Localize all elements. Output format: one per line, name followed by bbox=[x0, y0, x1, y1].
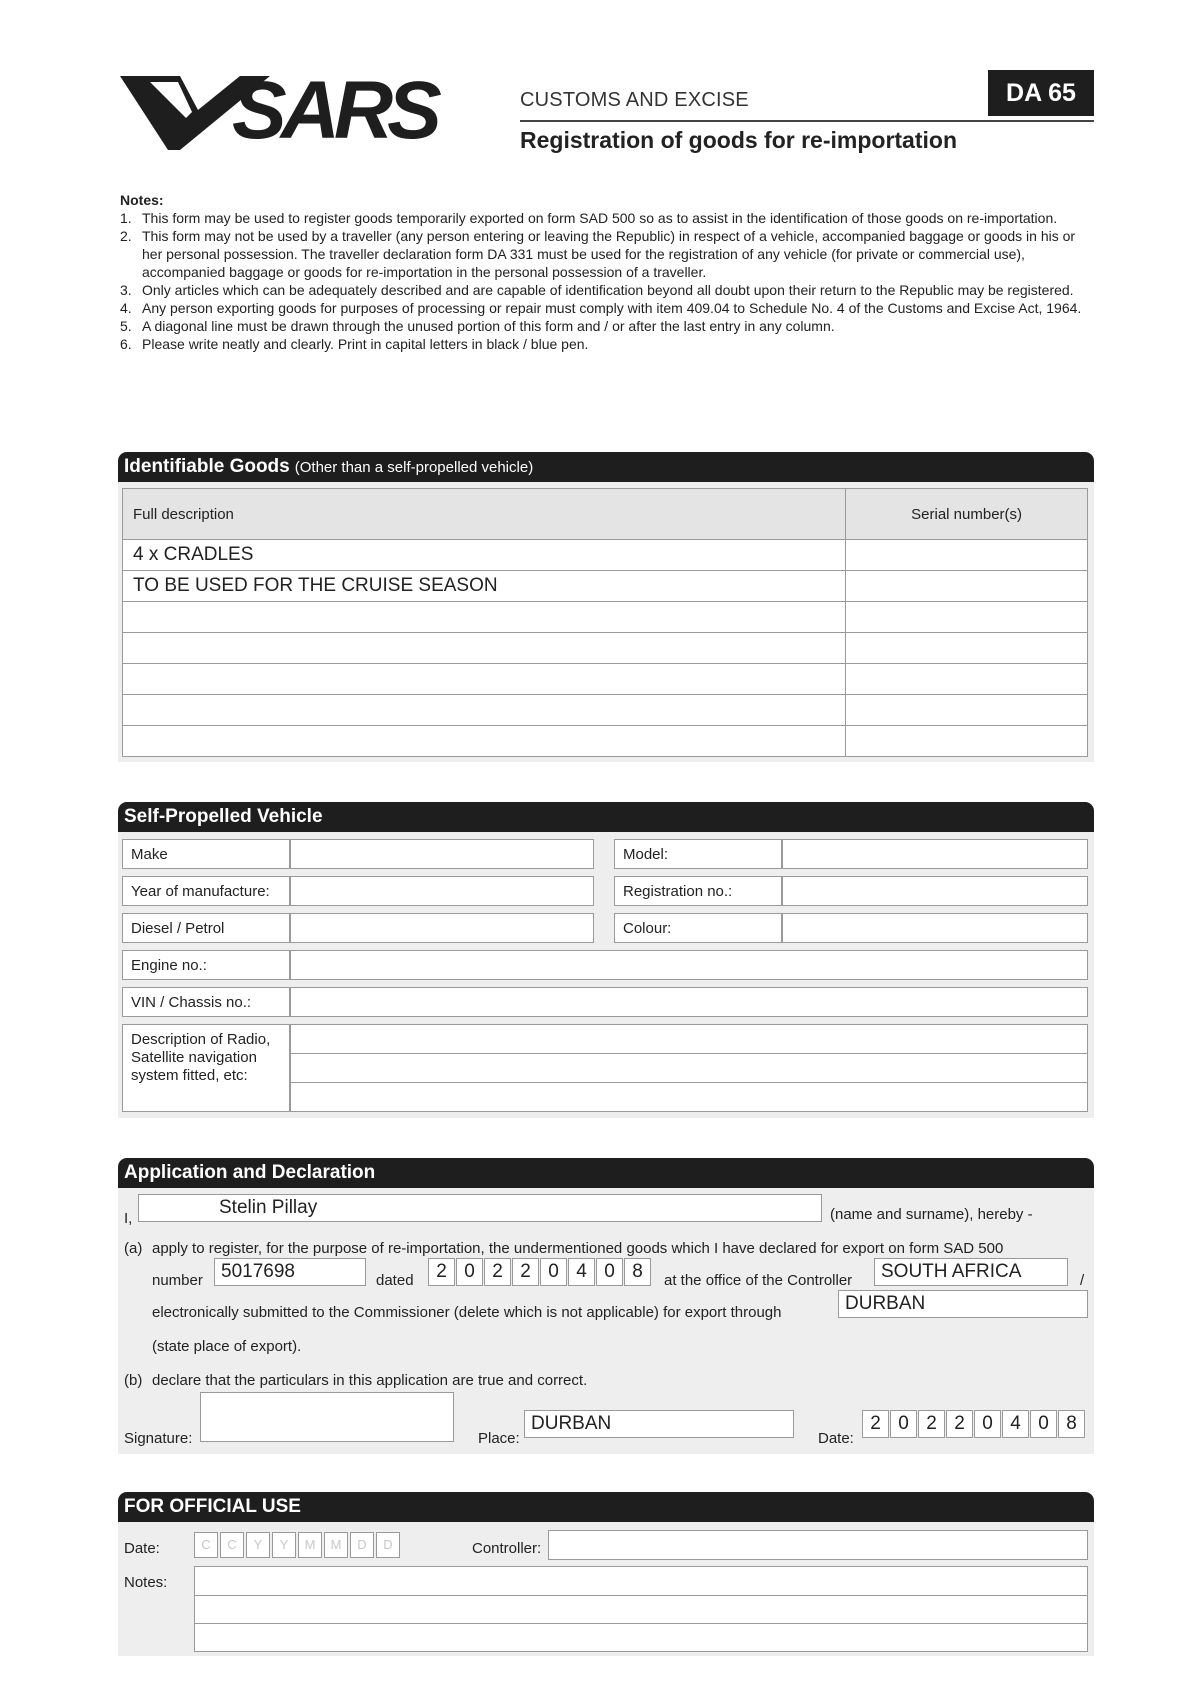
date-digit[interactable]: 2 bbox=[862, 1410, 889, 1438]
item-a-text: apply to register, for the purpose of re-importation, the undermentioned goods which I have declared for export on form SAD 500 bbox=[152, 1240, 1004, 1257]
declaration-section-title: Application and Declaration bbox=[118, 1158, 1094, 1188]
applicant-name-field[interactable] bbox=[138, 1194, 822, 1222]
radio-label-box bbox=[122, 1024, 290, 1112]
description-cell[interactable] bbox=[123, 664, 846, 695]
vin-field[interactable] bbox=[290, 987, 1088, 1017]
notes-heading: Notes: bbox=[120, 192, 164, 208]
note-item: 1. This form may be used to register goods temporarily exported on form SAD 500 so as to assist in the identification of those goods on re-importation. bbox=[120, 210, 1058, 226]
description-cell[interactable]: TO BE USED FOR THE CRUISE SEASON bbox=[123, 571, 846, 602]
date-digit[interactable]: 2 bbox=[918, 1410, 945, 1438]
col-serial: Serial number(s) bbox=[846, 489, 1088, 540]
table-row bbox=[123, 695, 1088, 726]
official-section bbox=[118, 1492, 1094, 1656]
table-row bbox=[123, 633, 1088, 664]
controller-office: SOUTH AFRICA bbox=[881, 1261, 1022, 1282]
date-label: Date: bbox=[818, 1430, 854, 1447]
field-rule bbox=[291, 1082, 1087, 1083]
sars-logo bbox=[120, 66, 476, 152]
date-digit[interactable]: 8 bbox=[1058, 1410, 1085, 1438]
table-row bbox=[123, 571, 1088, 602]
number-label: number bbox=[152, 1272, 203, 1289]
make-label-box bbox=[122, 839, 290, 869]
item-b-marker: (b) bbox=[124, 1372, 143, 1389]
name-suffix: (name and surname), hereby - bbox=[830, 1206, 1033, 1223]
place-label: Place: bbox=[478, 1430, 520, 1447]
form-number-badge: DA 65 bbox=[988, 70, 1094, 116]
description-cell[interactable] bbox=[123, 602, 846, 633]
state-place-text: (state place of export). bbox=[152, 1338, 302, 1355]
date-digit[interactable]: 0 bbox=[890, 1410, 917, 1438]
goods-section-title: Identifiable Goods (Other than a self-propelled vehicle) bbox=[118, 452, 1094, 482]
serial-cell[interactable] bbox=[846, 664, 1088, 695]
office-label: at the office of the Controller bbox=[664, 1272, 853, 1289]
dated-digit[interactable]: 0 bbox=[540, 1258, 567, 1286]
field-rule bbox=[195, 1623, 1087, 1624]
year-label: Year of manufacture: bbox=[131, 883, 270, 900]
registration-field[interactable] bbox=[782, 876, 1088, 906]
make-field[interactable] bbox=[290, 839, 594, 869]
description-cell[interactable] bbox=[123, 695, 846, 726]
official-section-title: FOR OFFICIAL USE bbox=[118, 1492, 1094, 1522]
serial-cell[interactable] bbox=[846, 726, 1088, 757]
official-notes-field[interactable] bbox=[194, 1566, 1088, 1652]
fuel-label: Diesel / Petrol bbox=[131, 920, 225, 937]
item-a-marker: (a) bbox=[124, 1240, 143, 1257]
note-item: 4. Any person exporting goods for purposes of processing or repair must comply with item 409.04 to Schedule No. 4 of the Customs and Excise Act, 1964. bbox=[120, 300, 1082, 316]
official-date-digit[interactable]: M bbox=[298, 1532, 322, 1558]
colour-field[interactable] bbox=[782, 913, 1088, 943]
note-item: 6. Please write neatly and clearly. Print in capital letters in black / blue pen. bbox=[120, 336, 589, 352]
engine-label: Engine no.: bbox=[131, 957, 207, 974]
official-date-label: Date: bbox=[124, 1540, 160, 1557]
serial-cell[interactable] bbox=[846, 695, 1088, 726]
description-cell[interactable]: 4 x CRADLES bbox=[123, 540, 846, 571]
date-digit[interactable]: 0 bbox=[974, 1410, 1001, 1438]
serial-cell[interactable] bbox=[846, 540, 1088, 571]
col-description: Full description bbox=[123, 489, 846, 540]
official-date-digit[interactable]: M bbox=[324, 1532, 348, 1558]
radio-field[interactable] bbox=[290, 1024, 1088, 1112]
fuel-label-box bbox=[122, 913, 290, 943]
note-item: 5. A diagonal line must be drawn through the unused portion of this form and / or after the last entry in any column. bbox=[120, 318, 835, 334]
sad500-number-field[interactable] bbox=[214, 1258, 366, 1286]
date-digit[interactable]: 4 bbox=[1002, 1410, 1029, 1438]
engine-label-box bbox=[122, 950, 290, 980]
field-rule bbox=[195, 1595, 1087, 1596]
place-value: DURBAN bbox=[531, 1413, 612, 1434]
serial-cell[interactable] bbox=[846, 602, 1088, 633]
dated-digit[interactable]: 2 bbox=[512, 1258, 539, 1286]
dated-digit[interactable]: 0 bbox=[596, 1258, 623, 1286]
dated-digit[interactable]: 2 bbox=[428, 1258, 455, 1286]
year-field[interactable] bbox=[290, 876, 594, 906]
model-field[interactable] bbox=[782, 839, 1088, 869]
official-date-digit[interactable]: D bbox=[376, 1532, 400, 1558]
controller-field[interactable] bbox=[548, 1530, 1088, 1560]
notes bbox=[120, 191, 1092, 353]
table-row bbox=[123, 664, 1088, 695]
colour-label: Colour: bbox=[623, 920, 672, 937]
date-digit[interactable]: 0 bbox=[1030, 1410, 1057, 1438]
description-cell[interactable] bbox=[123, 726, 846, 757]
registration-label-box bbox=[614, 876, 782, 906]
place-field[interactable] bbox=[524, 1410, 794, 1438]
year-label-box bbox=[122, 876, 290, 906]
official-date-digit[interactable]: C bbox=[220, 1532, 244, 1558]
export-place: DURBAN bbox=[845, 1293, 926, 1314]
model-label: Model: bbox=[623, 846, 669, 863]
fuel-field[interactable] bbox=[290, 913, 594, 943]
dated-digit[interactable]: 8 bbox=[624, 1258, 651, 1286]
note-item: 2. This form may not be used by a traveller (any person entering or leaving the Republic) in respect of a vehicle, accompanied baggage or goods in his or her personal possession. The traveller declaration form DA 331 must be used for the registration of any vehicle (for private or commercial use), accompanied baggage or goods for re-importation in the personal possession of a traveller. bbox=[120, 228, 1076, 280]
dated-digit[interactable]: 4 bbox=[568, 1258, 595, 1286]
header-subtitle: CUSTOMS AND EXCISE bbox=[520, 89, 749, 111]
colour-label-box bbox=[614, 913, 782, 943]
signature-label: Signature: bbox=[124, 1430, 193, 1447]
dated-digit[interactable]: 2 bbox=[484, 1258, 511, 1286]
controller-label: Controller: bbox=[472, 1540, 542, 1557]
date-digit[interactable]: 2 bbox=[946, 1410, 973, 1438]
controller-office-field[interactable] bbox=[874, 1258, 1068, 1286]
signature-field[interactable] bbox=[200, 1392, 454, 1442]
page-title: Registration of goods for re-importation bbox=[520, 127, 957, 153]
table-row bbox=[123, 726, 1088, 757]
field-rule bbox=[291, 1053, 1087, 1054]
table-row bbox=[123, 540, 1088, 571]
slash: / bbox=[1080, 1272, 1085, 1289]
description-cell[interactable] bbox=[123, 633, 846, 664]
official-date-digit[interactable]: Y bbox=[272, 1532, 296, 1558]
declaration-section bbox=[118, 1158, 1094, 1454]
official-notes-label: Notes: bbox=[124, 1574, 168, 1591]
vin-label: VIN / Chassis no.: bbox=[131, 994, 252, 1011]
serial-cell[interactable] bbox=[846, 571, 1088, 602]
svg-text:SARS: SARS bbox=[232, 66, 436, 152]
i-label: I, bbox=[124, 1210, 133, 1227]
vin-label-box bbox=[122, 987, 290, 1017]
electronic-text: electronically submitted to the Commissioner (delete which is not applicable) for export through bbox=[152, 1304, 782, 1321]
model-label-box bbox=[614, 839, 782, 869]
engine-field[interactable] bbox=[290, 950, 1088, 980]
serial-cell[interactable] bbox=[846, 633, 1088, 664]
item-b-text: declare that the particulars in this application are true and correct. bbox=[152, 1372, 588, 1389]
official-date-digit[interactable]: Y bbox=[246, 1532, 270, 1558]
export-place-field[interactable] bbox=[838, 1290, 1088, 1318]
make-label: Make bbox=[131, 846, 168, 863]
dated-digit[interactable]: 0 bbox=[456, 1258, 483, 1286]
vehicle-section bbox=[118, 802, 1094, 1118]
dated-label: dated bbox=[376, 1272, 414, 1289]
registration-label: Registration no.: bbox=[623, 883, 733, 900]
goods-section bbox=[118, 452, 1094, 762]
note-item: 3. Only articles which can be adequately described and are capable of identification beyond all doubt upon their return to the Republic may be registered. bbox=[120, 282, 1074, 298]
radio-label: Description of Radio, Satellite navigation system fitted, etc: bbox=[131, 1031, 271, 1084]
goods-table bbox=[122, 488, 1088, 757]
applicant-name: Stelin Pillay bbox=[219, 1197, 318, 1218]
header-rule bbox=[520, 120, 1094, 122]
sad500-number: 5017698 bbox=[221, 1261, 295, 1282]
table-row bbox=[123, 602, 1088, 633]
vehicle-section-title: Self-Propelled Vehicle bbox=[118, 802, 1094, 832]
official-date-digit[interactable]: D bbox=[350, 1532, 374, 1558]
official-date-digit[interactable]: C bbox=[194, 1532, 218, 1558]
